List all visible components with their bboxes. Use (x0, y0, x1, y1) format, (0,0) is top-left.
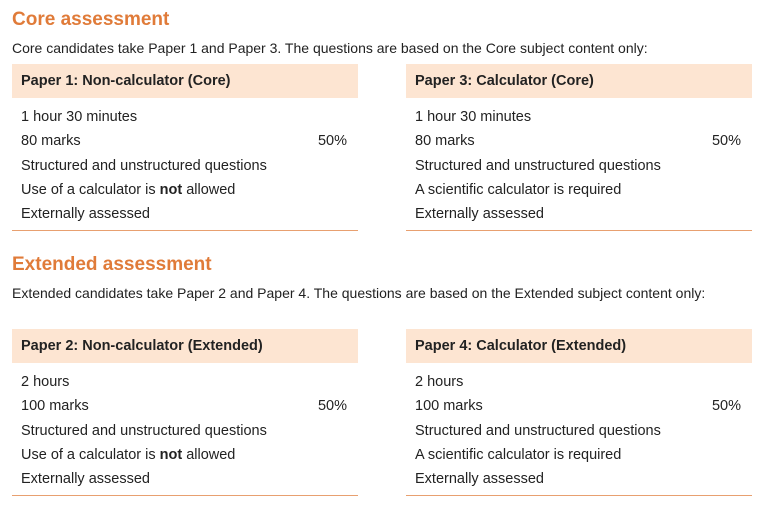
paper-2-marks-row (21, 394, 347, 418)
paper-4-questions-row (415, 419, 741, 443)
paper-2-calc-post: allowed (182, 446, 236, 463)
paper-4-duration: 2 hours (415, 374, 464, 390)
paper-4-card (406, 329, 752, 496)
paper-4-assessed-row (415, 467, 741, 491)
core-assessment-section (12, 9, 752, 223)
paper-3-questions-row (415, 154, 741, 178)
paper-1-assessed-row (21, 202, 347, 226)
paper-1-calc-pre: Use of a calculator is (21, 181, 160, 198)
paper-2-calc-pre: Use of a calculator is (21, 446, 160, 463)
paper-4-details (406, 363, 752, 496)
paper-3-assessed: Externally assessed (415, 206, 544, 223)
paper-2-duration: 2 hours (21, 374, 70, 390)
paper-4-questions: Structured and unstructured questions (415, 422, 661, 439)
paper-2-card (12, 329, 358, 496)
paper-4-marks-row (415, 394, 741, 418)
extended-assessment-heading: Extended assessment (12, 254, 212, 275)
paper-2-marks: 100 marks (21, 398, 89, 415)
paper-1-questions: Structured and unstructured questions (21, 157, 267, 174)
paper-2-weight: 50% (317, 398, 347, 415)
paper-3-weight: 50% (711, 133, 741, 150)
paper-2-calculator-row (21, 443, 347, 467)
paper-1-assessed: Externally assessed (21, 206, 150, 223)
paper-2-assessed-row (21, 467, 347, 491)
paper-3-duration: 1 hour 30 minutes (415, 109, 532, 125)
paper-1-title: Paper 1: Non-calculator (Core) (12, 64, 358, 98)
paper-4-assessed: Externally assessed (415, 471, 544, 488)
paper-2-calc-emphasis: not (159, 446, 183, 463)
paper-1-marks-row (21, 129, 347, 153)
paper-3-details (406, 98, 752, 231)
core-assessment-intro: Core candidates take Paper 1 and Paper 3. The questions are based on the Core subject content only: (12, 40, 648, 56)
paper-1-calculator-row (21, 178, 347, 202)
paper-3-assessed-row (415, 202, 741, 226)
paper-1-calc-post: allowed (182, 181, 236, 198)
paper-4-title: Paper 4: Calculator (Extended) (406, 329, 752, 363)
paper-1-card (12, 64, 358, 231)
paper-3-card (406, 64, 752, 231)
paper-1-duration-row (21, 105, 347, 129)
extended-assessment-section (12, 254, 752, 488)
paper-4-calculator-row (415, 443, 741, 467)
paper-3-calculator-row (415, 178, 741, 202)
paper-2-questions-row (21, 419, 347, 443)
paper-3-questions: Structured and unstructured questions (415, 157, 661, 174)
paper-1-duration: 1 hour 30 minutes (21, 109, 138, 125)
paper-1-calculator-rule (21, 178, 235, 202)
paper-2-details (12, 363, 358, 496)
paper-1-calc-emphasis: not (159, 181, 183, 198)
extended-assessment-intro: Extended candidates take Paper 2 and Paper 4. The questions are based on the Extended subject content only: (12, 285, 706, 301)
paper-2-duration-row (21, 370, 347, 394)
core-assessment-heading: Core assessment (12, 9, 170, 30)
paper-3-calculator-rule: A scientific calculator is required (415, 181, 622, 198)
paper-2-calculator-rule (21, 443, 235, 467)
paper-4-duration-row (415, 370, 741, 394)
paper-3-title: Paper 3: Calculator (Core) (406, 64, 752, 98)
paper-1-details (12, 98, 358, 231)
paper-3-marks: 80 marks (415, 133, 475, 150)
paper-1-weight: 50% (317, 133, 347, 150)
paper-3-marks-row (415, 129, 741, 153)
paper-4-marks: 100 marks (415, 398, 483, 415)
paper-1-marks: 80 marks (21, 133, 81, 150)
paper-2-questions: Structured and unstructured questions (21, 422, 267, 439)
paper-2-title: Paper 2: Non-calculator (Extended) (12, 329, 358, 363)
paper-2-assessed: Externally assessed (21, 471, 150, 488)
paper-4-calculator-rule: A scientific calculator is required (415, 446, 622, 463)
paper-1-questions-row (21, 154, 347, 178)
paper-3-duration-row (415, 105, 741, 129)
paper-4-weight: 50% (711, 398, 741, 415)
